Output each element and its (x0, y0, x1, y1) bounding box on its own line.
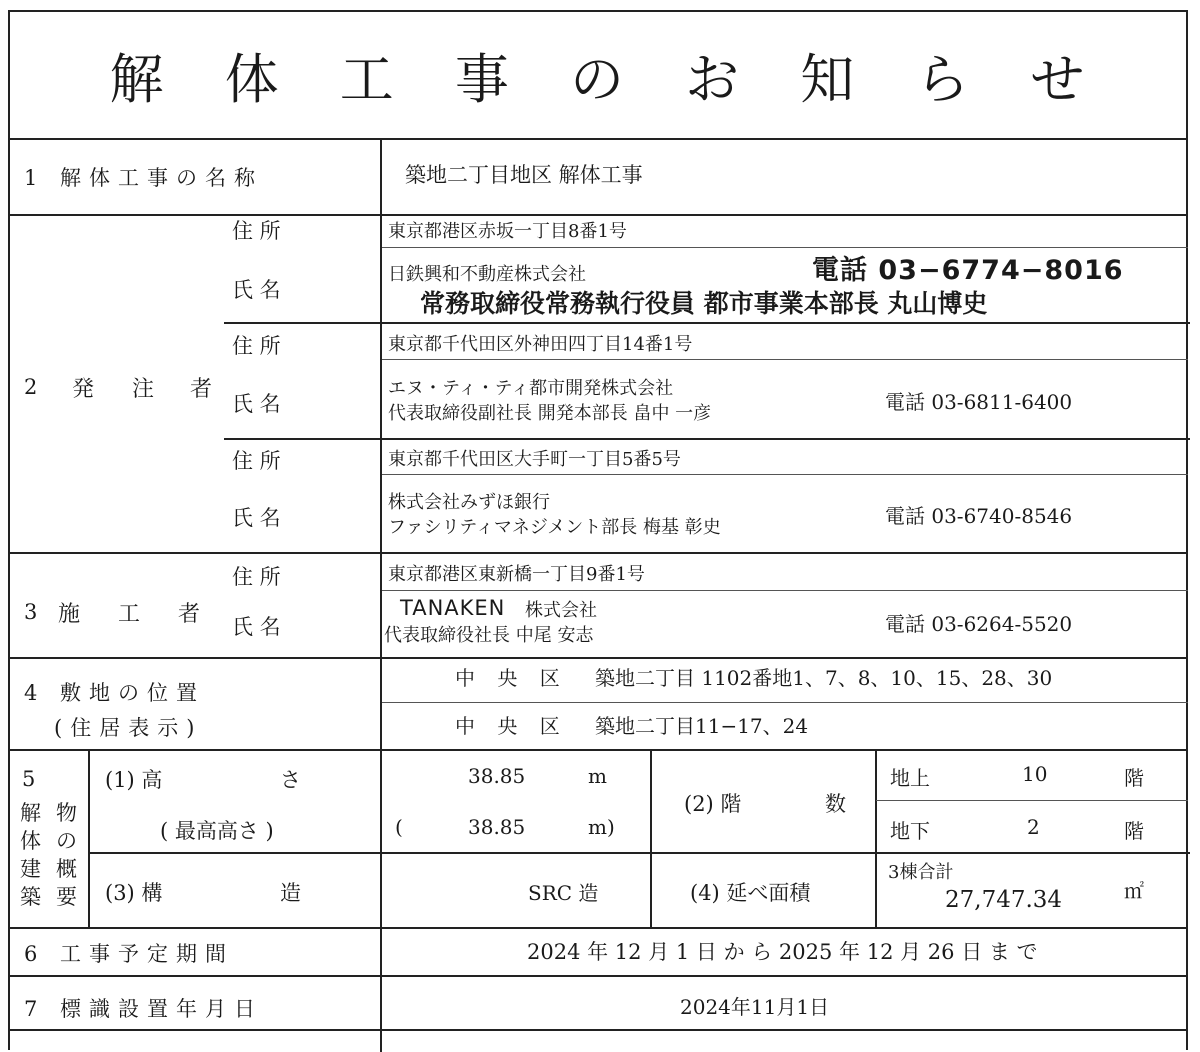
row3-bottom (10, 657, 1186, 659)
row5-label-char: 体 (20, 829, 41, 853)
name-label: 氏 名 (232, 615, 281, 639)
contractor-brand: TANAKEN (400, 596, 506, 620)
row5-label-char: 要 (56, 885, 77, 909)
row5-label-char: 建 (20, 857, 41, 881)
title-char: お (685, 47, 742, 111)
contractor-address-line (382, 590, 1188, 591)
client3-phone: 電話 03-6740-8546 (885, 504, 1073, 528)
row5-label-char: 築 (20, 885, 41, 909)
title-char: ら (915, 47, 972, 111)
column-divider (380, 140, 382, 1052)
above-ground-value: 10 (1022, 762, 1048, 786)
client2-address: 東京都千代田区外神田四丁目14番1号 (388, 334, 693, 355)
structure-label-end: 造 (280, 881, 301, 905)
below-ground-unit: 階 (1124, 819, 1144, 843)
floors-divider (876, 800, 1188, 801)
area-note: 3棟合計 (888, 862, 954, 883)
row5-label-char: 物 (56, 801, 77, 825)
project-name: 築地二丁目地区 解体工事 (405, 163, 643, 187)
title-char: 工 (339, 47, 396, 111)
client1-representative: 常務取締役常務執行役員 都市事業本部長 丸山博史 (420, 289, 988, 318)
client3-representative: ファシリティマネジメント部長 梅基 彰史 (388, 517, 721, 538)
above-ground-label: 地上 (890, 766, 930, 790)
client2-address-line (382, 359, 1188, 360)
height-label: (1) 高 (105, 768, 163, 792)
row4-label-line1: 4 敷地の位置 (24, 681, 206, 705)
structure-value: SRC 造 (528, 881, 599, 905)
contractor-address: 東京都港区東新橋一丁目9番1号 (388, 564, 645, 585)
row4-bottom (10, 749, 1186, 751)
above-ground-unit: 階 (1124, 766, 1144, 790)
row7-label: 7 標識設置年月日 (24, 997, 264, 1021)
row1-label: 1 解体工事の名称 (24, 166, 264, 190)
address-label: 住 所 (232, 565, 281, 589)
construction-period: 2024 年 12 月 1 日 か ら 2025 年 12 月 26 日 ま で (527, 940, 1038, 964)
row3-label-char: 施 (58, 602, 81, 627)
row4-label-line2: (住居表示) (54, 716, 203, 740)
row5-label-char: 解 (20, 801, 41, 825)
residence-ward: 中 央 区 (455, 714, 568, 738)
address-label: 住 所 (232, 334, 281, 358)
row2-label-char: 注 (132, 377, 155, 402)
client2-phone: 電話 03-6811-6400 (885, 390, 1073, 414)
name-label: 氏 名 (232, 506, 281, 530)
row3-label-char: 工 (118, 602, 141, 627)
row7-bottom (10, 1029, 1186, 1031)
row2-label-char: 発 (72, 377, 95, 402)
client1-phone: 電話 03−6774−8016 (812, 255, 1124, 286)
client1-address: 東京都港区赤坂一丁目8番1号 (388, 221, 627, 242)
row2-label-char: 者 (190, 377, 213, 402)
title-char: の (569, 47, 626, 111)
client2-representative: 代表取締役副社長 開発本部長 畠中 一彦 (388, 403, 712, 424)
title-char: 体 (224, 47, 281, 111)
title-char: 解 (109, 47, 166, 111)
name-label: 氏 名 (232, 392, 281, 416)
row2-bottom (10, 552, 1186, 554)
sign-date: 2024年11月1日 (680, 995, 830, 1019)
notice-title (10, 12, 1186, 140)
area-label: (4) 延べ面積 (690, 881, 811, 905)
structure-label: (3) 構 (105, 881, 163, 905)
max-height-unit: m) (588, 815, 615, 839)
row5-inner-divider (88, 852, 1190, 854)
height-label-end: さ (280, 768, 301, 792)
height-unit: m (588, 764, 607, 788)
row5-label-char: の (56, 829, 77, 853)
title-char: せ (1030, 47, 1087, 111)
max-height-open: ( (395, 815, 403, 839)
below-ground-value: 2 (1027, 815, 1040, 839)
row3-label-char: 者 (178, 602, 201, 627)
row1-bottom (10, 214, 1186, 216)
site-location-line (382, 702, 1188, 703)
contractor-representative: 代表取締役社長 中尾 安志 (384, 625, 594, 646)
row5-label-char: 概 (56, 857, 77, 881)
row5-label-divider (88, 749, 90, 927)
client3-address: 東京都千代田区大手町一丁目5番5号 (388, 449, 681, 470)
area-unit: ㎡ (1124, 879, 1144, 903)
floors-label: (2) 階 (684, 792, 742, 816)
row6-label: 6 工事予定期間 (24, 942, 235, 966)
client1-bottom (224, 322, 1190, 324)
site-location: 築地二丁目 1102番地1、7、8、10、15、28、30 (595, 666, 1053, 690)
floors-label-end: 数 (825, 792, 846, 816)
row3-label-num: 3 (24, 600, 38, 624)
row2-label-num: 2 (24, 375, 38, 399)
contractor-company-suffix: 株式会社 (525, 600, 597, 621)
row5-bottom (10, 927, 1186, 929)
row6-bottom (10, 975, 1186, 977)
site-residence: 築地二丁目11−17、24 (595, 714, 809, 738)
row5-mid-divider (650, 749, 652, 927)
row5-right-divider (875, 749, 877, 927)
notice-board (8, 10, 1188, 1050)
title-char: 知 (800, 47, 857, 111)
area-value: 27,747.34 (945, 887, 1063, 913)
row5-label-num: 5 (22, 767, 36, 791)
site-ward: 中 央 区 (455, 666, 568, 690)
client1-company: 日鉄興和不動産株式会社 (388, 264, 586, 285)
max-height-value: 38.85 (468, 815, 526, 839)
client3-company: 株式会社みずほ銀行 (388, 492, 550, 513)
contractor-phone: 電話 03-6264-5520 (885, 612, 1073, 636)
client2-company: エヌ・ティ・ティ都市開発株式会社 (388, 378, 674, 399)
title-char: 事 (454, 47, 511, 111)
client3-address-line (382, 474, 1188, 475)
height-value: 38.85 (468, 764, 526, 788)
address-label: 住 所 (232, 449, 281, 473)
client2-bottom (224, 438, 1190, 440)
name-label: 氏 名 (232, 278, 281, 302)
below-ground-label: 地下 (890, 819, 930, 843)
address-label: 住 所 (232, 219, 281, 243)
max-height-label: ( 最高高さ ) (160, 819, 274, 843)
